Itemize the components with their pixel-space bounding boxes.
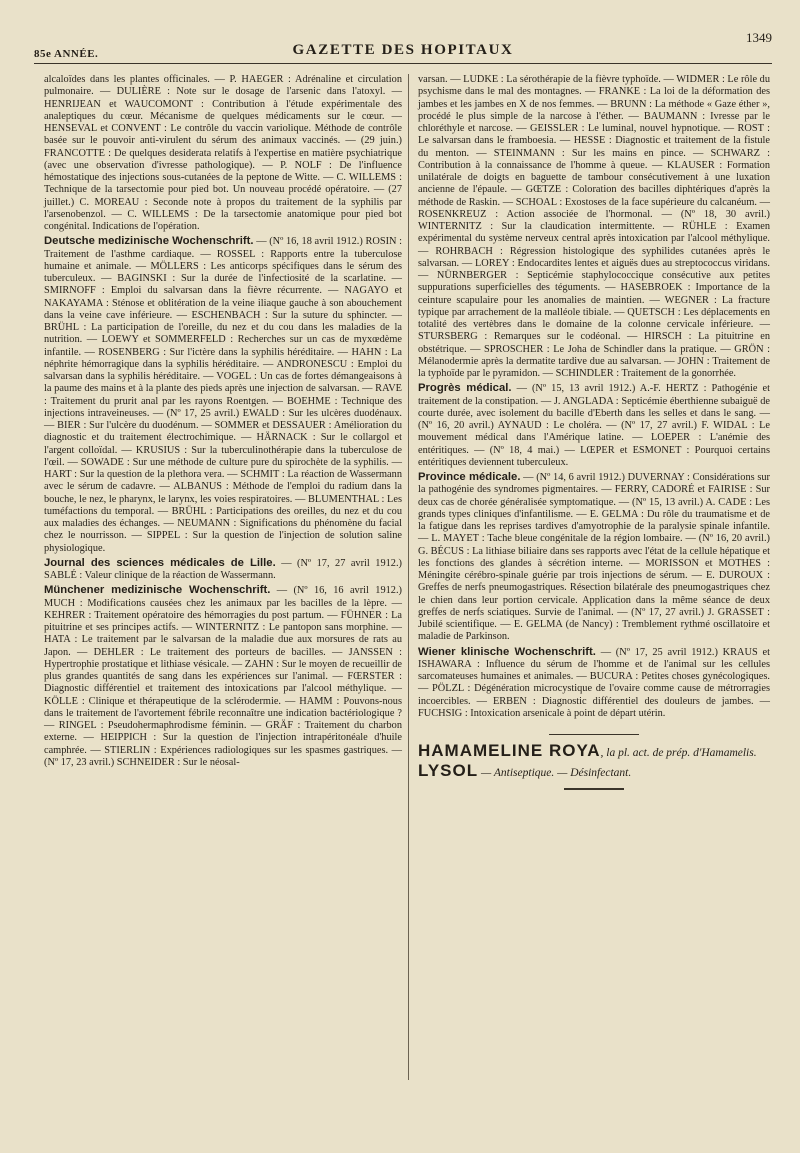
journal-name: Journal des sciences médicales de Lille. — [44, 556, 276, 569]
ad-lysol: LYSOL — Antiseptique. — Désinfectant. — [418, 761, 632, 781]
journal-name: Province médicale. — [418, 471, 521, 483]
article-entry: Province médicale. — (Nº 14, 6 avril 1912.) DUVERNAY : Considérations sur la pathogénie des syndromes pigmentaires. — FERRY, CADORÉ et FAIRISE : Sur deux cas de chorée généralisée symptomatique. — (Nº 15, 13 avril.) A. CADE : Les grands types cliniques d'infantilisme. — E. GELMA : Du rôle du traumatisme et de la fatigue dans les reprises tardives d'amyotrophie de la paralysie spinale infantile. — L. MAYET : Tache bleue congénitale de la région lombaire. — (Nº 16, 20 avril.) G. BÉCUS : La lithiase biliaire dans ses rapports avec l'état de la cellule hépatique et les fonctions des glandes à sécrétion interne. — MORISSON et MOTHES : Méningite cérébro-spinale guérie par trois injections de sérum. — E. DUROUX : Greffes de nerfs pneumogastriques. Résection bilatérale des pneumogastriques chez le chien dans leur portion cervicale. Application dans la même séance de deux greffes de nerfs sciatiques. Survie de l'animal. — (Nº 17, 27 avril.) J. GRASSET : Jubilé scientifique. — E. GELMA (de Nancy) : Tremblement rythmé oscillatoire et maladie de Parkinson. — [418, 471, 770, 643]
ad-hamameline: HAMAMELINE ROYA, la pl. act. de prép. d'Hamamelis. — [418, 741, 757, 760]
article-entry: varsan. — LUDKE : La sérothérapie de la fièvre typhoïde. — WIDMER : Le rôle du psychisme dans le mal des montagnes. — FRANKE : La loi de la déformation des jambes et les jambes en X de nos femmes. — BRUNN : La méthode « Gaze éther », procédé le plus simple de la narcose à l'éther. — BAUMANN : Ivresse par le chloréthyle et narcose. — GEISSLER : Le luminal, nouvel hypnotique. — ROST : Le salvarsan dans le framboesia. — HESSE : Diagnostic et traitement de la fistule du menton. — STEINMANN : Sur les mains en pince. — SCHWARZ : Contribution à la connaissance de l'homme à queue. — KLAUSER : Formation unilatérale de doigts en baguette de tambour consécutivement à une luxation ancienne de l'épaule. — GŒTZE : Coloration des bacilles diphtériques d'après la méthode de Raskin. — SCHOAL : Exostoses de la face supérieure du calcanéum. — ROSENKREUZ : Action associée de l'hormonal. — (Nº 18, 30 avril.) WINTERNITZ : Sur la claudication intermittente. — RÜHLE : Examen expérimental du système nerveux central après intoxication par l'alcool méthylique. — ROHRBACH : Régression histologique des syphilides cutanées après le salvarsan. — LOREY : Endocardites lentes et aiguës dues au streptococcus viridans. — NÜRNBERGER : Septicémie staphylococcique consécutive aux petites suppurations superficielles des téguments. — HASEBROEK : Importance de la ceinture scapulaire pour les anomalies de maintien. — WEGNER : La fracture typique par arrachement de la malléole tibiale. — QUETSCH : Les déplacements en totalité des vertèbres dans le domaine de la colonne cervicale inférieure. — STURSBERG : Remarques sur le codéonal. — HIRSCH : La pituitrine en obstétrique. — SPROSCHER : Le Joha de Schindler dans la pratique. — GRÖN : Mélanodermie après la dermatite tardive due au salvarsan. — JOHN : Traitement de la typhoïde par le pyramidon. — SCHINDLER : Traitement de la gonorrhée. — [418, 74, 770, 379]
header-rule — [34, 63, 772, 64]
journal-name: Münchener medizinische Wochenschrift. — [44, 584, 271, 597]
page-header — [34, 30, 772, 64]
ad-rule — [549, 734, 639, 735]
ad-bottom-rule — [564, 788, 624, 790]
right-column — [418, 74, 770, 790]
article-entry: Journal des sciences médicales de Lille. — (Nº 17, 27 avril 1912.) SABLÉ : Valeur clinique de la réaction de Wassermann. — [44, 556, 402, 581]
advertisement — [418, 734, 770, 790]
article-entry: Progrès médical. — (Nº 15, 13 avril 1912.) A.-F. HERTZ : Pathogénie et traitement de la constipation. — J. ANGLADA : Septicémie éberthienne subaiguë de courte durée, avec isolement du bacille d'Eberth dans les selles et dans le sang. — (Nº 16, 20 avril.) AYNAUD : Le choléra. — (Nº 17, 27 avril.) F. WIDAL : Le mouvement médical dans l'Amérique latine. — LOEPER : L'anémie des entéritiques. — (Nº 18, 4 mai.) — LŒPER et ESMONET : Pourquoi certains entéritiques deviennent tuberculeux. — [418, 382, 770, 468]
journal-name: Wiener klinische Wochenschrift. — [418, 645, 596, 658]
article-entry: alcaloïdes dans les plantes officinales. — P. HAEGER : Adrénaline et circulation pulmonaire. — DULIÈRE : Note sur le dosage de l'arsenic dans l'atoxyl. — HENRIJEAN et WAUCOMONT : Contribution à l'étude expérimentale des analeptiques du cœur. Mécanisme de quelques médicaments sur le cœur. — HENSEVAL et CONVENT : Le contrôle du vaccin variolique. Méthode de contrôle basée sur le pouvoir anti-virulent du sérum des animaux vaccinés. — (29 juin.) FRANCOTTE : De quelques desiderata relatifs à l'expertise en matière psychiatrique (avec une observation d'ivresse pathologique). — P. NOLF : De l'influence hémostatique des injections sous-cutanées de la peptone de Witte. — C. WILLEMS : Technique de la tarsectomie pour pied bot. Un nouveau procédé opératoire. — (27 juillet.) C. MOREAU : Seconde note à propos du traitement de la syphilis par l'arsenobenzol. — C. WILLEMS : De la tarsectomie anatomique pour pied bot congénital. Indications de l'opération. — [44, 74, 402, 232]
article-entry: Münchener medizinische Wochenschrift. — (Nº 16, 16 avril 1912.) MUCH : Modifications causées chez les animaux par les bacilles de la lèpre. — KEHRER : Traitement opératoire des hémorragies du post partum. — FÜHNER : La pituitrine et ses principes actifs. — WINTERNITZ : Le pantopon sans morphine. — HATA : Le traitement par le salvarsan de la maladie due aux morsures de rats au Japon. — DEHLER : Le traitement des porteurs de bacilles. — JANSSEN : Hypertrophie prostatique et lithiase vésicale. — ZAHN : Sur le moyen de recueillir de plus grandes quantités de sang dans les expériences sur l'animal. — FŒRSTER : Diagnostic différentiel et traitement des intoxications par l'alcool méthylique. — KÖLLE : Clinique et thérapeutique de la sclérodermie. — HAMM : Pouvons-nous dans le traitement de l'avortement fébrile reconnaître une indication bactériologique ? — RINGEL : Pseudohermaphrodisme féminin. — GRÄF : Traitement du charbon externe. — HEIPPICH : Sur la question de l'injection intrapéritonéale d'huile camphrée. — STIERLIN : Expériences radiologiques sur les spasmes gastriques. — (Nº 17, 23 avril.) SCHNEIDER : Sur le néosal- — [44, 584, 402, 768]
column-divider — [408, 74, 409, 1080]
journal-name: Progrès médical. — [418, 382, 512, 395]
article-entry: Deutsche medizinische Wochenschrift. — (Nº 16, 18 avril 1912.) ROSIN : Traitement de l'asthme cardiaque. — ROSSEL : Rapports entre la tuberculose humaine et animale. — MÖLLERS : Les anticorps spécifiques dans le sérum des tuberculeux. — BAGINSKI : Sur la durée de l'infectiosité de la scarlatine. — SMIRNOFF : Emploi du salvarsan dans la fièvre récurrente. — NAGAYO et NAKAYAMA : Sténose et oblitération de la veine iliaque gauche à son abouchement dans la veine cave inférieure. — ESCHENBACH : Sur la suture du sphincter. — BRÜHL : La participation de l'oreille, du nez et du cou dans les maladies de la nutrition. — LOEWY et SOMMERFELD : Recherches sur un cas de myxœdème infantile. — ROSENBERG : Sur l'ictère dans la syphilis héréditaire. — HAHN : La néphrite hémorragique dans la syphilis héréditaire. — ANDRONESCU : Emploi du salvarsan dans la syphilis héréditaire. — VOGEL : Un cas de fortes démangeaisons à la paume des mains et à la plante des pieds après une injection de salvarsan. — RAVE : Traitement du prurit anal par les rayons Roentgen. — BOEHME : Technique des injections intraveineuses. — (Nº 17, 25 avril.) EWALD : Sur les ulcères duodénaux. — BIER : Sur l'ulcère du duodénum. — SOMMER et DESSAUER : Amélioration du diagnostic et du traitement électrochimique. — HÄRNACK : Sur le collargol et l'argent colloïdal. — KRUSIUS : Sur la tuberculinothérapie dans la tuberculose de l'œil. — SOWADE : Sur une méthode de culture pure du spirochète de la syphilis. — HART : Sur la question de la plethora vera. — SCHMIT : La réaction de Wassermann avec le sérum de cadavre. — ALBANUS : Méthode de l'emploi du radium dans la bouche, le nez, le pharynx, le larynx, les voies respiratoires. — BLUMENTHAL : Les tuméfactions du temporal. — BRÜHL : Participations des oreilles, du nez et du cou aux maladies des échanges. — NEUMANN : Significations du phénomène du facial chez le nourrisson. — SIPPEL : Sur la question de l'injection de solution saline physiologique. — [44, 235, 403, 554]
page-number: 1349 — [746, 30, 772, 45]
journal-name: Deutsche medizinische Wochenschrift. — [44, 235, 254, 248]
edition-year: 85e ANNÉE. — [34, 48, 99, 60]
journal-title: GAZETTE DES HOPITAUX — [292, 42, 514, 58]
article-entry: Wiener klinische Wochenschrift. — (Nº 17, 25 avril 1912.) KRAUS et ISHAWARA : Influence du sérum de l'homme et de l'animal sur les cellules sarcomateuses humaines et animales. — BUCURA : Petites choses gynécologiques. — PÖLZL : Dégénération microcystique de l'ovaire comme cause de métrorragies incoercibles. — ERBEN : Diagnostic différentiel des douleurs de jambes. — FUCHSIG : Intoxication arsenicale à point de départ utérin. — [418, 645, 770, 719]
left-column — [44, 74, 402, 771]
